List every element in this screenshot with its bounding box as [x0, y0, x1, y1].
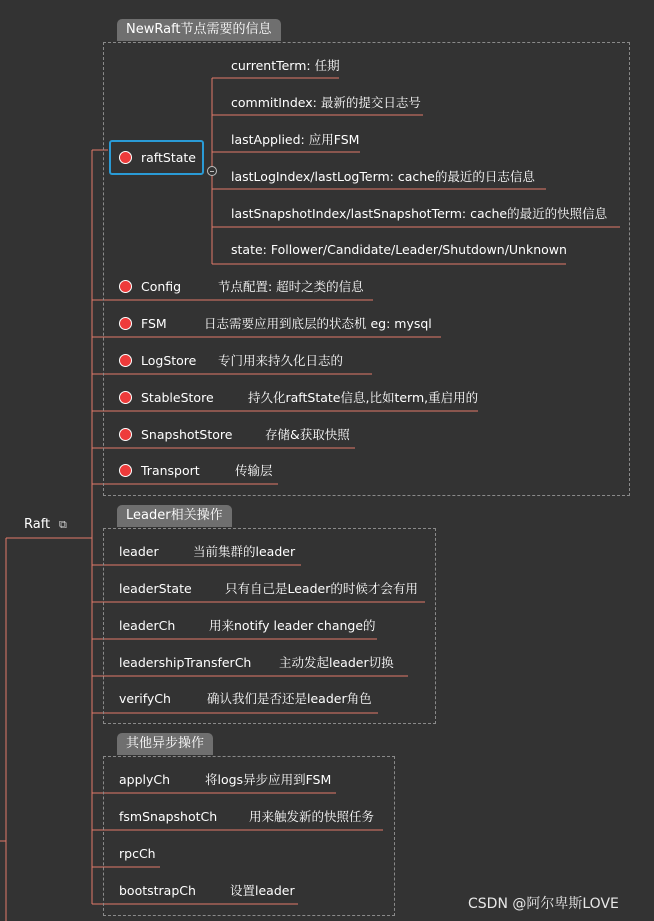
node-lastlogindex[interactable]: lastLogIndex/lastLogTerm: cache的最近的日志信息: [231, 169, 535, 184]
group-async-title[interactable]: 其他异步操作: [117, 733, 213, 755]
node-stablestore[interactable]: StableStore: [141, 390, 214, 405]
node-applych-desc[interactable]: 将logs异步应用到FSM: [205, 772, 332, 787]
node-leaderch-desc[interactable]: 用来notify leader change的: [209, 618, 376, 633]
node-leadershiptransferch-desc[interactable]: 主动发起leader切换: [279, 655, 394, 670]
status-dot-icon: [119, 428, 132, 441]
node-commitindex[interactable]: commitIndex: 最新的提交日志号: [231, 95, 421, 110]
node-applych[interactable]: applyCh: [119, 772, 171, 787]
node-stablestore-desc[interactable]: 持久化raftState信息,比如term,重启用的: [248, 390, 479, 405]
node-leaderstate-desc[interactable]: 只有自己是Leader的时候才会有用: [225, 581, 418, 596]
node-fsm-desc[interactable]: 日志需要应用到底层的状态机 eg: mysql: [204, 316, 432, 331]
node-state[interactable]: state: Follower/Candidate/Leader/Shutdown/Unknown: [231, 242, 567, 257]
node-leaderch[interactable]: leaderCh: [119, 618, 176, 633]
node-raftstate[interactable]: raftState: [141, 150, 196, 165]
node-lastapplied[interactable]: lastApplied: 应用FSM: [231, 132, 360, 147]
root-label[interactable]: Raft: [24, 517, 51, 532]
status-dot-icon: [119, 354, 132, 367]
node-verifych[interactable]: verifyCh: [119, 691, 171, 706]
node-snapshotstore[interactable]: SnapshotStore: [141, 427, 233, 442]
watermark: CSDN @阿尔卑斯LOVE: [468, 896, 619, 912]
node-leaderstate[interactable]: leaderState: [119, 581, 192, 596]
status-dot-icon: [119, 151, 132, 164]
node-transport-desc[interactable]: 传输层: [235, 463, 273, 478]
node-bootstrapch-desc[interactable]: 设置leader: [230, 883, 295, 898]
status-dot-icon: [119, 464, 132, 477]
status-dot-icon: [119, 391, 132, 404]
group-leader-title[interactable]: Leader相关操作: [117, 505, 232, 527]
node-currentterm[interactable]: currentTerm: 任期: [231, 58, 340, 73]
node-rpcch[interactable]: rpcCh: [119, 846, 156, 861]
node-config-desc[interactable]: 节点配置: 超时之类的信息: [218, 279, 364, 294]
node-fsmsnapshotch-desc[interactable]: 用来触发新的快照任务: [249, 809, 375, 824]
link-icon[interactable]: ⧉: [59, 518, 67, 531]
node-logstore[interactable]: LogStore: [141, 353, 197, 368]
node-leadershiptransferch[interactable]: leadershipTransferCh: [119, 655, 252, 670]
group-newraft-title[interactable]: NewRaft节点需要的信息: [117, 19, 281, 41]
collapse-icon[interactable]: [207, 166, 217, 176]
node-config[interactable]: Config: [141, 279, 182, 294]
node-leader-desc[interactable]: 当前集群的leader: [193, 544, 296, 559]
node-bootstrapch[interactable]: bootstrapCh: [119, 883, 196, 898]
node-snapshotstore-desc[interactable]: 存储&获取快照: [265, 427, 350, 442]
node-lastsnapshotindex[interactable]: lastSnapshotIndex/lastSnapshotTerm: cache的最近的快照信息: [231, 206, 608, 221]
node-logstore-desc[interactable]: 专门用来持久化日志的: [218, 353, 344, 368]
node-transport[interactable]: Transport: [141, 463, 200, 478]
status-dot-icon: [119, 280, 132, 293]
node-fsm[interactable]: FSM: [141, 316, 167, 331]
node-leader[interactable]: leader: [119, 544, 159, 559]
status-dot-icon: [119, 317, 132, 330]
node-fsmsnapshotch[interactable]: fsmSnapshotCh: [119, 809, 218, 824]
node-verifych-desc[interactable]: 确认我们是否还是leader角色: [207, 691, 372, 706]
